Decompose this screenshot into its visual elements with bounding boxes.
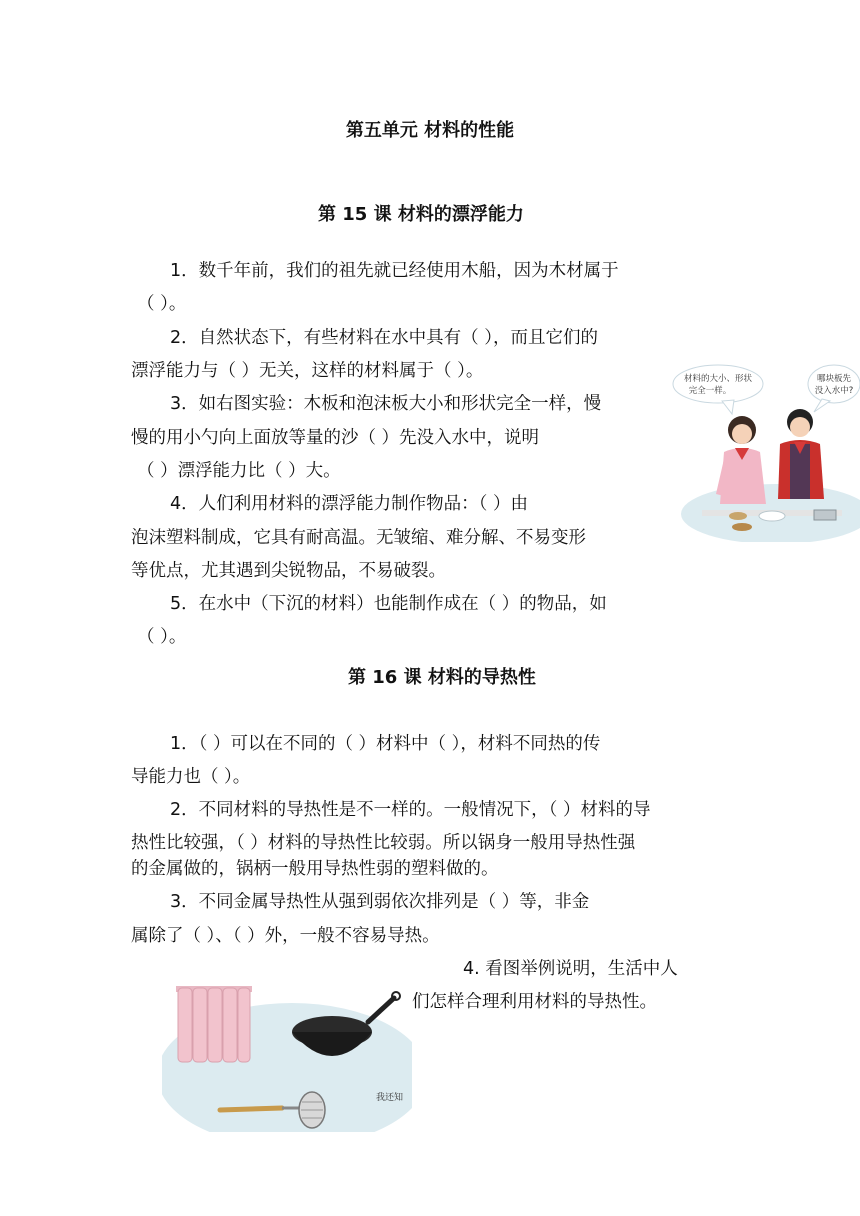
l15-q1-line2: （ ）。 [137, 294, 187, 314]
l16-q4-line2: 们怎样合理利用材料的导热性。 [412, 992, 657, 1012]
l16-q2-line2: 热性比较强，（ ）材料的导热性比较弱。所以锅身一般用导热性强 [131, 833, 636, 853]
l15-q4-line2: 泡沫塑料制成，它具有耐高温。无皱缩、难分解、不易变形 [131, 528, 586, 548]
l15-q1-line1: 1．数千年前，我们的祖先就已经使用木船，因为木材属于 [170, 261, 619, 281]
l16-q2-line1: 2．不同材料的导热性是不一样的。一般情况下，（ ）材料的导 [170, 800, 651, 820]
l16-q3-line2: 属除了（ ）、（ ）外，一般不容易导热。 [131, 926, 440, 946]
l16-q4-line1: 4. 看图举例说明，生活中人 [463, 959, 678, 979]
l15-q4-line1: 4．人们利用材料的漂浮能力制作物品：（ ）由 [170, 494, 528, 514]
bubble-right-line1: 哪块板先 [816, 374, 852, 384]
l15-q5-line1: 5．在水中（下沉的材料）也能制作成在（ ）的物品，如 [170, 594, 607, 614]
l16-q3-line1: 3．不同金属导热性从强到弱依次排列是（ ）等，非金 [170, 892, 590, 912]
l15-q3-line2: 慢的用小勺向上面放等量的沙（ ）先没入水中，说明 [131, 428, 540, 448]
radiator-icon [176, 986, 252, 1062]
illustration-caption: 我还知 [376, 1093, 404, 1103]
l16-q1-line1: 1．（ ）可以在不同的（ ）材料中（ ），材料不同热的传 [170, 734, 601, 754]
bubble-right-line2: 没入水中? [814, 386, 854, 396]
l15-q2-line2: 漂浮能力与（ ）无关，这样的材料属于（ ）。 [131, 361, 484, 381]
bubble-left-line1: 材料的大小、形状 [683, 374, 753, 384]
lesson-16-title: 第 16 课 材料的导热性 [348, 667, 536, 688]
l16-q2-line3: 的金属做的，锅柄一般用导热性弱的塑料做的。 [131, 859, 499, 879]
l15-q2-line1: 2．自然状态下，有些材料在水中具有（ ），而且它们的 [170, 328, 598, 348]
bubble-left-line2: 完全一样。 [688, 386, 732, 396]
float-experiment-illustration [672, 364, 860, 542]
l15-q5-line2: （ ）。 [137, 627, 187, 647]
l15-q4-line3: 等优点，尤其遇到尖锐物品，不易破裂。 [131, 561, 446, 581]
l15-q3-line1: 3．如右图实验：木板和泡沫板大小和形状完全一样，慢 [170, 394, 602, 414]
l16-q1-line2: 导能力也（ ）。 [131, 767, 251, 787]
unit-title: 第五单元 材料的性能 [345, 120, 515, 141]
lesson-15-title: 第 15 课 材料的漂浮能力 [318, 204, 524, 225]
l15-q3-line3: （ ）漂浮能力比（ ）大。 [137, 461, 341, 481]
heat-conduction-illustration [162, 980, 412, 1132]
